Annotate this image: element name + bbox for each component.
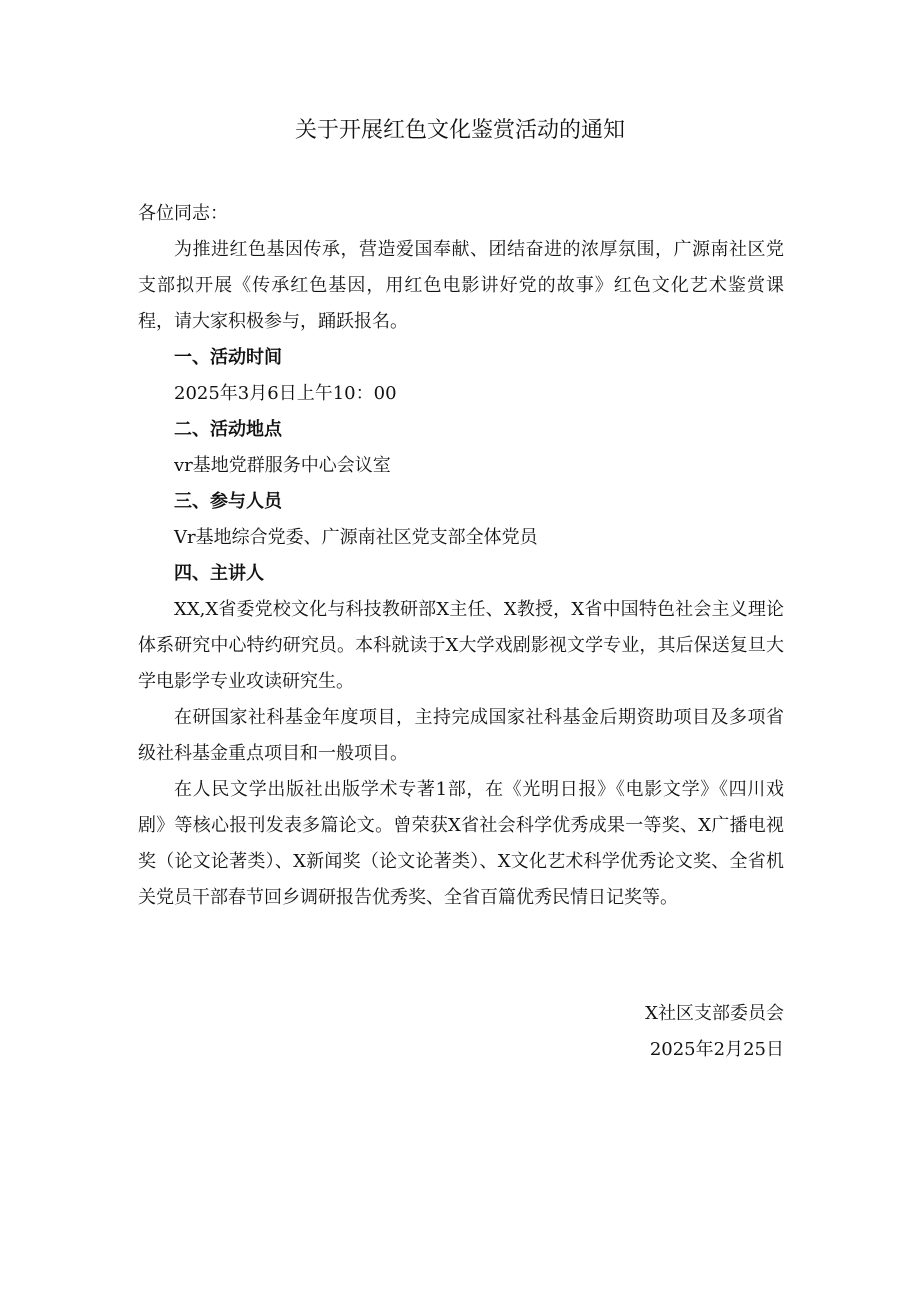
section-heading-location: 二、活动地点: [174, 419, 282, 440]
speaker-paragraph: 在研国家社科基金年度项目，主持完成国家社科基金后期资助项目及多项省级社科基金重点项目和一般项目。: [138, 707, 784, 764]
section-heading-participants: 三、参与人员: [174, 491, 282, 512]
salutation: 各位同志：: [138, 203, 228, 224]
signature-date: 2025年2月25日: [649, 1039, 784, 1060]
document-body: [138, 196, 784, 916]
document-title: 关于开展红色文化鉴赏活动的通知: [294, 118, 625, 143]
speaker-paragraph: 在人民文学出版社出版学术专著1部，在《光明日报》《电影文学》《四川戏剧》等核心报刊发表多篇论文。曾荣获X省社会科学优秀成果一等奖、X广播电视奖（论文论著类）、X新闻奖（论文论著类）、X文化艺术科学优秀论文奖、全省机关党员干部春节回乡调研报告优秀奖、全省百篇优秀民情日记奖等。: [138, 779, 784, 908]
signature-organization: X社区支部委员会: [645, 1003, 784, 1024]
speaker-paragraph: XX,X省委党校文化与科技教研部X主任、X教授，X省中国特色社会主义理论体系研究中心特约研究员。本科就读于X大学戏剧影视文学专业，其后保送复旦大学电影学专业攻读研究生。: [138, 599, 784, 692]
section-heading-time: 一、活动时间: [174, 347, 282, 368]
section-body-location: vr基地党群服务中心会议室: [174, 455, 391, 476]
section-body-time: 2025年3月6日上午10：00: [174, 383, 397, 404]
intro-paragraph: 为推进红色基因传承，营造爱国奉献、团结奋进的浓厚氛围，广源南社区党支部拟开展《传承红色基因，用红色电影讲好党的故事》红色文化艺术鉴赏课程，请大家积极参与，踊跃报名。: [138, 239, 784, 332]
signature-block: [645, 996, 784, 1068]
section-heading-speaker: 四、主讲人: [174, 563, 264, 584]
section-body-participants: Vr基地综合党委、广源南社区党支部全体党员: [174, 527, 538, 548]
